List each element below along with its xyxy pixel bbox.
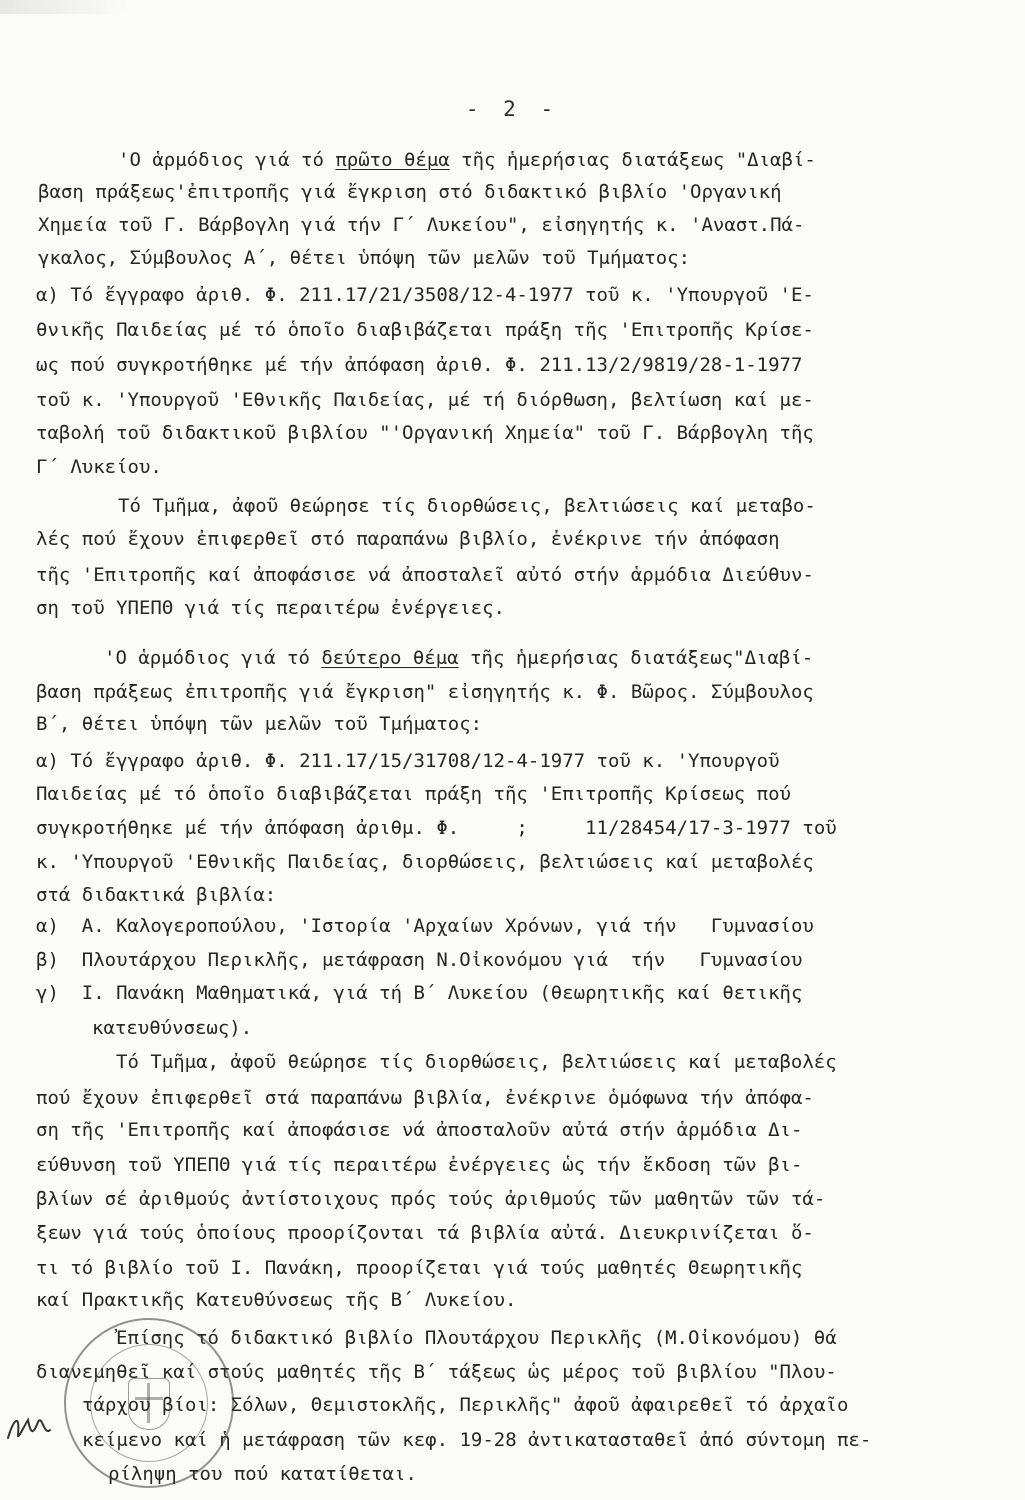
text-segment: Τό Τμῆμα, ἀφοῦ θεώρησε τίς διορθώσεις, βελτιώσεις καί μεταβολές [116,1051,837,1073]
text-segment: εύθυνση τοῦ ΥΠΕΠΘ γιά τίς περαιτέρω ἐνέργειες ὡς τήν ἔκδοση τῶν βι- [36,1154,803,1176]
text-line [36,1118,802,1142]
text-segment: κατευθύνσεως). [92,1017,253,1039]
underlined-text: δεύτερο θέμα [321,647,459,669]
text-segment: ση τοῦ ΥΠΕΠΘ γιά τίς περαιτέρω ἐνέργειες. [36,597,505,619]
text-line [36,948,802,972]
text-segment: τάρχου βίοι: Σόλων, Θεμιστοκλῆς, Περικλῆς" ἀφοῦ ἀφαιρεθεῖ τό ἀρχαῖο [82,1394,849,1416]
text-segment: τῆς ἡμερήσιας διατάξεως"Διαβί- [458,647,814,669]
text-segment: τι τό βιβλίο τοῦ Ι. Πανάκη, προορίζεται γιά τούς μαθητές Θεωρητικῆς [36,1257,803,1279]
text-segment: ση τῆς 'Επιτροπῆς καί ἀποφάσισε νά ἀποσταλοῦν αὐτά στήν ἁρμόδια Δι- [36,1119,803,1141]
text-segment: πού ἔχουν ἐπιφερθεῖ στά παραπάνω βιβλία, ἐνέκρινε ὁμόφωνα τήν ἀπόφα- [36,1087,814,1109]
page-number: - 2 - [465,97,560,121]
text-line [36,563,814,587]
text-segment: τῆς ἡμερήσιας διατάξεως "Διαβί- [449,149,816,171]
text-line [36,981,802,1005]
text-line [116,1050,837,1074]
text-line [118,494,816,518]
text-line [36,1187,825,1211]
text-line [36,455,162,479]
text-line [118,148,816,172]
text-segment: γ) Ι. Πανάκη Μαθηματικά, γιά τή Β΄ Λυκείου (θεωρητικῆς καί θετικῆς [36,982,803,1004]
text-line [38,213,804,237]
text-line [36,680,814,704]
official-stamp [64,1318,234,1488]
underlined-text: πρῶτο θέμα [335,149,450,171]
coat-of-arms-icon [128,1378,170,1430]
text-segment: διανεμηθεῖ καί στούς μαθητές τῆς Β΄ τάξεως ὡς μέρος τοῦ βιβλίου "Πλου- [36,1361,837,1383]
text-line [38,246,690,270]
text-segment: α) Α. Καλογεροπούλου, 'Ιστορία 'Αρχαίων Χρόνων, γιά τήν Γυμνασίου [36,915,814,937]
text-segment: βαση πράξεως ἐπιτροπῆς γιά ἔγκριση" εἰσηγητής κ. Φ. Βῶρος. Σύμβουλος [36,681,814,703]
text-segment: γκαλος, Σύμβουλος Α΄, θέτει ὑπόψη τῶν μελῶν τοῦ Τμήματος: [38,247,691,269]
text-segment: Γ΄ Λυκείου. [36,456,162,478]
handwritten-signature [4,1408,64,1448]
text-segment: στά διδακτικά βιβλία: [36,884,277,906]
text-segment: κ. 'Υπουργοῦ 'Εθνικῆς Παιδείας, διορθώσεις, βελτιώσεις καί μεταβολές [36,851,814,873]
text-segment: Παιδείας μέ τό ὁποῖο διαβιβάζεται πράξη τῆς 'Επιτροπῆς Κρίσεως πού [36,783,791,805]
text-line [36,914,814,938]
text-line [36,421,814,445]
text-line [36,1153,802,1177]
text-line [36,782,791,806]
text-line [36,1288,516,1312]
text-line [36,850,814,874]
text-segment: ξεων γιά τούς ὁποίους προορίζονται τά βιβλία αὐτά. Διευκρινίζεται ὅ- [36,1222,814,1244]
text-line [36,388,814,412]
text-line [36,318,814,342]
text-line [36,527,780,551]
text-line [92,1016,252,1040]
text-segment: ρίληψη του πού κατατίθεται. [108,1463,417,1485]
text-segment: ταβολή τοῦ διδακτικοῦ βιβλίου "'Οργανική Χημεία" τοῦ Γ. Βάρβογλη τῆς [36,422,814,444]
text-line [38,180,782,204]
text-line [36,1256,802,1280]
text-segment: α) Τό ἔγγραφο ἀριθ. Φ. 211.17/21/3508/12-4-1977 τοῦ κ. 'Υπουργοῦ 'Ε- [36,284,814,306]
text-line [36,816,837,840]
text-line [36,353,802,377]
text-line [104,646,813,670]
text-segment: Τό Τμῆμα, ἀφοῦ θεώρησε τίς διορθώσεις, βελτιώσεις καί μεταβο- [118,495,816,517]
text-line [116,1326,837,1350]
text-segment: 'Ο ἁρμόδιος γιά τό [104,647,322,669]
text-segment: βλίων σέ ἀριθμούς ἀντίστοιχους πρός τούς ἀριθμούς τῶν μαθητῶν τῶν τά- [36,1188,826,1210]
text-segment: τοῦ κ. 'Υπουργοῦ 'Εθνικῆς Παιδείας, μέ τή διόρθωση, βελτίωση καί με- [36,389,814,411]
text-segment: θνικῆς Παιδείας μέ τό ὁποῖο διαβιβάζεται πράξη τῆς 'Επιτροπῆς Κρίσε- [36,319,814,341]
text-segment: α) Τό ἔγγραφο ἀριθ. Φ. 211.17/15/31708/12-4-1977 τοῦ κ. 'Υπουργοῦ [36,750,780,772]
text-segment: καί Πρακτικῆς Κατευθύνσεως τῆς Β΄ Λυκείου. [36,1289,517,1311]
text-line [36,712,482,736]
text-line [36,1086,814,1110]
text-segment: κείμενο καί ἡ μετάφραση τῶν κεφ. 19-28 ἀντικατασταθεῖ ἀπό σύντομη πε- [82,1429,872,1451]
text-line [36,749,780,773]
text-segment: βαση πράξεως'ἐπιτροπῆς γιά ἔγκριση στό διδακτικό βιβλίο 'Οργανική [38,181,782,203]
text-segment: Χημεία τοῦ Γ. Βάρβογλη γιά τήν Γ΄ Λυκείου", εἰσηγητής κ. 'Αναστ.Πά- [38,214,805,236]
text-segment: Ἐπίσης τό διδακτικό βιβλίο Πλουτάρχου Περικλῆς (Μ.Οἰκονόμου) θά [116,1327,837,1349]
text-line [36,283,814,307]
text-segment: 'Ο ἁρμόδιος γιά τό [118,149,336,171]
text-segment: Β΄, θέτει ὑπόψη τῶν μελῶν τοῦ Τμήματος: [36,713,483,735]
text-segment: λές πού ἔχουν ἐπιφερθεῖ στό παραπάνω βιβλίο, ἐνέκρινε τήν ἀπόφαση [36,528,780,550]
text-segment: συγκροτήθηκε μέ τήν ἀπόφαση ἀριθμ. Φ. ; 11/28454/17-3-1977 τοῦ [36,817,837,839]
text-segment: τῆς 'Επιτροπῆς καί ἀποφάσισε νά ἀποσταλεῖ αὐτό στήν ἁρμόδια Διεύθυν- [36,564,814,586]
text-line [36,1221,814,1245]
text-segment: ως πού συγκροτήθηκε μέ τήν ἀπόφαση ἀριθ. Φ. 211.13/2/9819/28-1-1977 [36,354,803,376]
text-segment: β) Πλουτάρχου Περικλῆς, μετάφραση Ν.Οἰκονόμου γιά τήν Γυμνασίου [36,949,803,971]
text-line [36,596,505,620]
text-line [36,883,276,907]
